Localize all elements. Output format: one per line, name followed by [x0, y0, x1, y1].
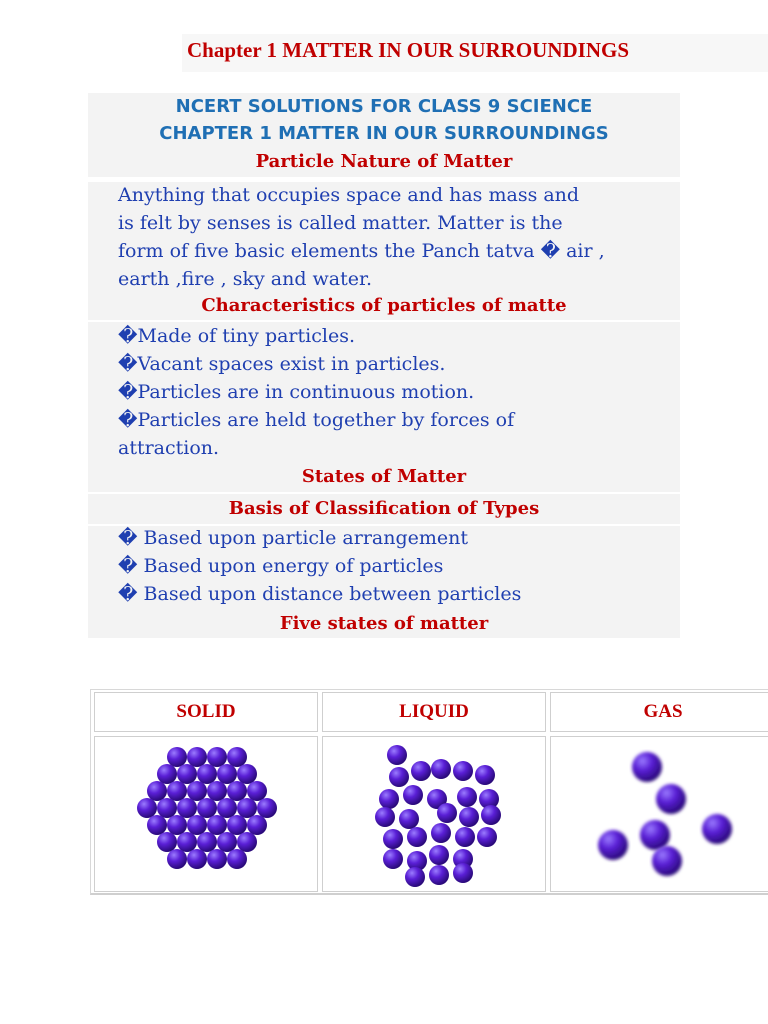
particle — [455, 827, 475, 847]
particle — [227, 849, 247, 869]
gas-particles-illustration — [551, 737, 768, 893]
particle — [257, 798, 277, 818]
particle — [237, 832, 257, 852]
list-item-continuation: attraction. — [118, 437, 220, 459]
intro-line — [118, 237, 605, 265]
particle — [702, 814, 732, 844]
basis-list — [118, 524, 521, 608]
particle — [237, 764, 257, 784]
intro-line: earth ,fire , sky and water. — [118, 268, 373, 290]
list-item-text: Vacant spaces exist in particles. — [137, 353, 446, 375]
replacement-glyph: � — [118, 409, 138, 431]
particle — [389, 767, 409, 787]
list-item — [118, 322, 514, 350]
liquid-particles-illustration — [323, 737, 547, 893]
particle — [167, 781, 187, 801]
particle — [157, 764, 177, 784]
particle — [187, 815, 207, 835]
replacement-glyph: � — [118, 555, 138, 577]
particle — [177, 832, 197, 852]
intro-line: is felt by senses is called matter. Matter is the — [118, 212, 563, 234]
particle — [429, 845, 449, 865]
particle — [652, 846, 682, 876]
particle — [475, 765, 495, 785]
particle — [177, 798, 197, 818]
heading-line-2: CHAPTER 1 MATTER IN OUR SURROUNDINGS — [159, 123, 609, 144]
particle — [207, 849, 227, 869]
gas-cell — [550, 736, 768, 892]
particle — [379, 789, 399, 809]
particle — [227, 747, 247, 767]
particle — [481, 805, 501, 825]
particle — [387, 745, 407, 765]
replacement-glyph: � — [118, 325, 138, 347]
particle — [197, 798, 217, 818]
ncert-heading-block — [88, 93, 680, 177]
list-item-text: Particles are in continuous motion. — [137, 381, 475, 403]
particle — [477, 827, 497, 847]
table-header-gas: GAS — [550, 692, 768, 732]
replacement-glyph: � — [118, 527, 138, 549]
table-header-liquid: LIQUID — [322, 692, 546, 732]
replacement-glyph: � — [118, 381, 138, 403]
replacement-glyph: � — [118, 353, 138, 375]
particle — [411, 761, 431, 781]
heading-line-1: NCERT SOLUTIONS FOR CLASS 9 SCIENCE — [175, 96, 593, 117]
characteristics-list — [118, 322, 514, 462]
list-item — [118, 350, 514, 378]
particle — [207, 815, 227, 835]
particle — [431, 823, 451, 843]
table-header-solid: SOLID — [94, 692, 318, 732]
particle — [247, 781, 267, 801]
particle — [157, 832, 177, 852]
particle — [383, 849, 403, 869]
particle — [403, 785, 423, 805]
list-item — [118, 406, 514, 434]
particle — [429, 865, 449, 885]
intro-paragraph — [118, 181, 605, 293]
section-heading-particle-nature: Particle Nature of Matter — [255, 151, 513, 172]
particle — [197, 764, 217, 784]
intro-line-part: form of five basic elements the Panch tatva — [118, 240, 535, 262]
particle — [177, 764, 197, 784]
replacement-glyph: � — [540, 240, 561, 262]
list-item-text: Made of tiny particles. — [137, 325, 355, 347]
section-heading-states: States of Matter — [88, 462, 680, 492]
particle — [207, 747, 227, 767]
particle — [227, 781, 247, 801]
list-item-text: Based upon distance between particles — [143, 583, 522, 605]
particle — [632, 752, 662, 782]
list-item-text: Based upon particle arrangement — [143, 527, 469, 549]
list-item — [118, 552, 521, 580]
particle — [405, 867, 425, 887]
particle — [197, 832, 217, 852]
solid-cell — [94, 736, 318, 892]
list-item-text: Based upon energy of particles — [143, 555, 444, 577]
solid-particles-illustration — [95, 737, 319, 893]
liquid-cell — [322, 736, 546, 892]
particle — [187, 781, 207, 801]
list-item — [118, 524, 521, 552]
particle — [247, 815, 267, 835]
particle — [459, 807, 479, 827]
section-heading-basis: Basis of Classification of Types — [88, 494, 680, 524]
particle — [167, 747, 187, 767]
particle — [147, 815, 167, 835]
list-item — [118, 580, 521, 608]
replacement-glyph: � — [118, 583, 138, 605]
chapter-title: Chapter 1 MATTER IN OUR SURROUNDINGS — [182, 34, 768, 72]
particle — [137, 798, 157, 818]
particle — [167, 849, 187, 869]
section-heading-five-states: Five states of matter — [88, 610, 680, 638]
particle — [437, 803, 457, 823]
particle — [407, 827, 427, 847]
particle — [207, 781, 227, 801]
particle — [147, 781, 167, 801]
particle — [187, 747, 207, 767]
list-item — [118, 378, 514, 406]
particle — [217, 832, 237, 852]
particle — [457, 787, 477, 807]
list-item-text: Particles are held together by forces of — [137, 409, 515, 431]
particle — [167, 815, 187, 835]
particle — [640, 820, 670, 850]
particle — [187, 849, 207, 869]
particle — [453, 863, 473, 883]
section-heading-characteristics: Characteristics of particles of matte — [88, 292, 680, 320]
particle — [217, 798, 237, 818]
particle — [656, 784, 686, 814]
particle — [237, 798, 257, 818]
intro-line-part: air , — [566, 240, 605, 262]
particle — [399, 809, 419, 829]
particle — [453, 761, 473, 781]
particle — [431, 759, 451, 779]
particle — [375, 807, 395, 827]
particle — [217, 764, 237, 784]
particle — [227, 815, 247, 835]
particle — [157, 798, 177, 818]
particle — [383, 829, 403, 849]
particle — [598, 830, 628, 860]
intro-line: Anything that occupies space and has mass and — [118, 184, 580, 206]
